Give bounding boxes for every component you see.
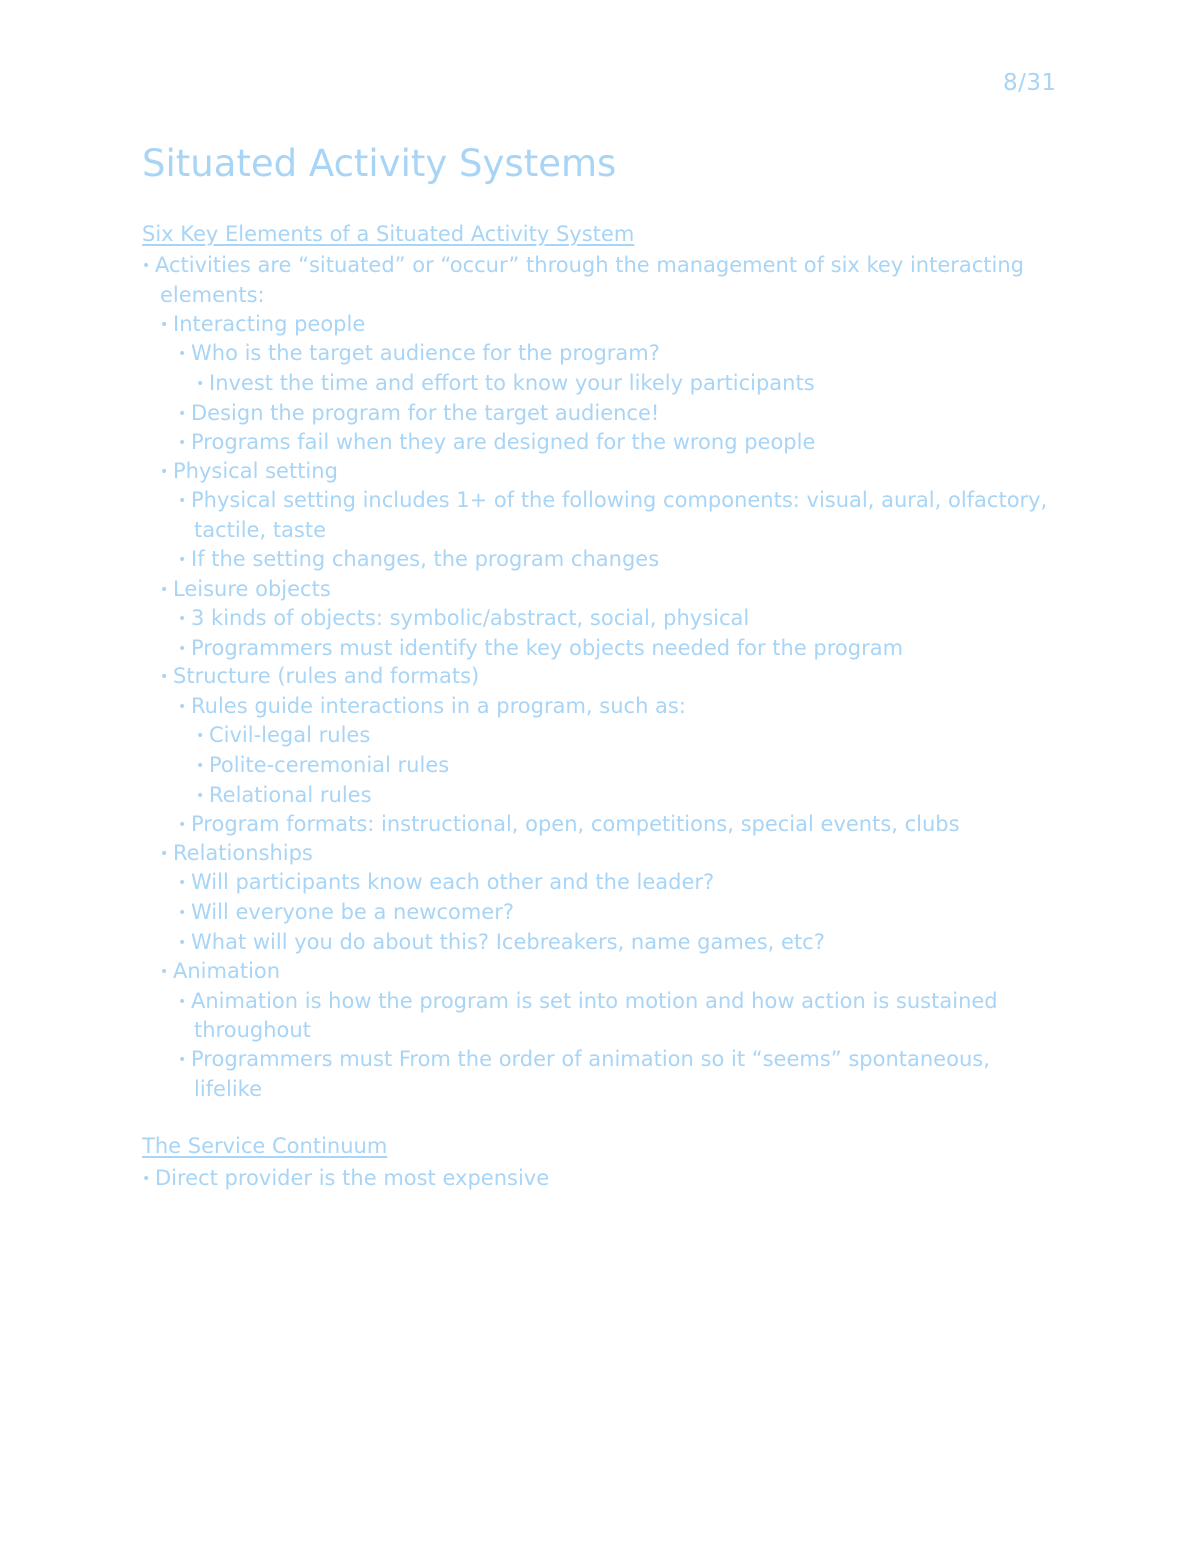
bullet-icon: • bbox=[178, 435, 187, 451]
list-item-text: Programmers must identify the key objects needed for the program bbox=[191, 636, 904, 660]
list-item-text: Animation is how the program is set into motion and how action is sustained bbox=[191, 989, 998, 1013]
list-item-text: Structure (rules and formats) bbox=[173, 664, 480, 688]
section-heading-six-key-elements: Six Key Elements of a Situated Activity System bbox=[142, 222, 635, 246]
list-item bbox=[178, 928, 825, 959]
list-item bbox=[160, 839, 313, 870]
list-item-continuation bbox=[194, 516, 326, 546]
bullet-icon: • bbox=[160, 317, 169, 333]
list-item-text: Invest the time and effort to know your likely participants bbox=[209, 371, 815, 395]
bullet-icon: • bbox=[178, 905, 187, 921]
list-item-text: Leisure objects bbox=[173, 577, 331, 601]
list-item-text: Programmers must From the order of animation so it “seems” spontaneous, bbox=[191, 1047, 990, 1071]
list-item-text: Activities are “situated” or “occur” through the management of six key interacting bbox=[155, 253, 1025, 277]
list-item-text: Who is the target audience for the program? bbox=[191, 341, 660, 365]
bullet-icon: • bbox=[142, 258, 151, 274]
list-item bbox=[160, 310, 365, 341]
list-item-text: Will participants know each other and the leader? bbox=[191, 870, 715, 894]
bullet-icon: • bbox=[196, 376, 205, 392]
list-item bbox=[178, 868, 714, 899]
bullet-icon: • bbox=[178, 406, 187, 422]
list-item bbox=[178, 604, 749, 635]
bullet-icon: • bbox=[178, 994, 187, 1010]
bullet-icon: • bbox=[178, 1052, 187, 1068]
list-item-text: Will everyone be a newcomer? bbox=[191, 900, 514, 924]
bullet-icon: • bbox=[178, 875, 187, 891]
list-item-continuation bbox=[160, 281, 265, 311]
bullet-icon: • bbox=[178, 699, 187, 715]
list-item bbox=[178, 810, 960, 841]
list-item bbox=[178, 339, 660, 370]
bullet-icon: • bbox=[160, 464, 169, 480]
list-item-text: Design the program for the target audience! bbox=[191, 401, 660, 425]
page-title: Situated Activity Systems bbox=[142, 142, 617, 185]
list-item bbox=[178, 898, 514, 929]
bullet-icon: • bbox=[178, 641, 187, 657]
bullet-icon: • bbox=[160, 582, 169, 598]
list-item bbox=[196, 781, 372, 812]
list-item-text: Direct provider is the most expensive bbox=[155, 1166, 550, 1190]
list-item bbox=[178, 692, 686, 723]
page-number: 8/31 bbox=[1003, 70, 1057, 96]
list-item-text: tactile, taste bbox=[194, 518, 327, 542]
bullet-icon: • bbox=[142, 1171, 151, 1187]
bullet-icon: • bbox=[196, 788, 205, 804]
bullet-icon: • bbox=[178, 493, 187, 509]
bullet-icon: • bbox=[196, 758, 205, 774]
list-item bbox=[160, 662, 479, 693]
list-item-text: elements: bbox=[160, 283, 265, 307]
list-item bbox=[142, 251, 1024, 282]
list-item bbox=[178, 428, 815, 459]
list-item-text: Physical setting bbox=[173, 459, 338, 483]
list-item-continuation bbox=[194, 1075, 262, 1105]
list-item-text: Relational rules bbox=[209, 783, 372, 807]
list-item-text: Animation bbox=[173, 959, 281, 983]
list-item-text: 3 kinds of objects: symbolic/abstract, social, physical bbox=[191, 606, 750, 630]
list-item-text: Programs fail when they are designed for the wrong people bbox=[191, 430, 816, 454]
list-item bbox=[142, 1164, 549, 1195]
list-item-text: Interacting people bbox=[173, 312, 366, 336]
list-item-text: What will you do about this? Icebreakers, name games, etc? bbox=[191, 930, 825, 954]
list-item bbox=[178, 486, 1047, 517]
bullet-icon: • bbox=[196, 728, 205, 744]
list-item-text: throughout bbox=[194, 1018, 311, 1042]
list-item bbox=[178, 399, 659, 430]
bullet-icon: • bbox=[160, 669, 169, 685]
bullet-icon: • bbox=[160, 964, 169, 980]
list-item bbox=[178, 545, 659, 576]
list-item-text: Civil-legal rules bbox=[209, 723, 371, 747]
bullet-icon: • bbox=[178, 935, 187, 951]
bullet-icon: • bbox=[178, 611, 187, 627]
list-item bbox=[178, 1045, 990, 1076]
list-item-text: Relationships bbox=[173, 841, 313, 865]
list-item-text: Rules guide interactions in a program, such as: bbox=[191, 694, 686, 718]
list-item-text: lifelike bbox=[194, 1077, 262, 1101]
list-item bbox=[196, 721, 370, 752]
list-item-text: Program formats: instructional, open, competitions, special events, clubs bbox=[191, 812, 960, 836]
list-item bbox=[178, 987, 998, 1018]
list-item bbox=[196, 369, 815, 400]
section-heading-service-continuum: The Service Continuum bbox=[142, 1134, 388, 1158]
list-item-text: Physical setting includes 1+ of the following components: visual, aural, olfactory, bbox=[191, 488, 1048, 512]
bullet-icon: • bbox=[178, 552, 187, 568]
list-item bbox=[178, 634, 903, 665]
bullet-icon: • bbox=[178, 346, 187, 362]
bullet-icon: • bbox=[160, 846, 169, 862]
list-item-continuation bbox=[194, 1016, 311, 1046]
list-item-text: If the setting changes, the program changes bbox=[191, 547, 660, 571]
list-item-text: Polite-ceremonial rules bbox=[209, 753, 450, 777]
list-item bbox=[160, 457, 338, 488]
list-item bbox=[160, 957, 280, 988]
list-item bbox=[196, 751, 449, 782]
bullet-icon: • bbox=[178, 817, 187, 833]
list-item bbox=[160, 575, 331, 606]
